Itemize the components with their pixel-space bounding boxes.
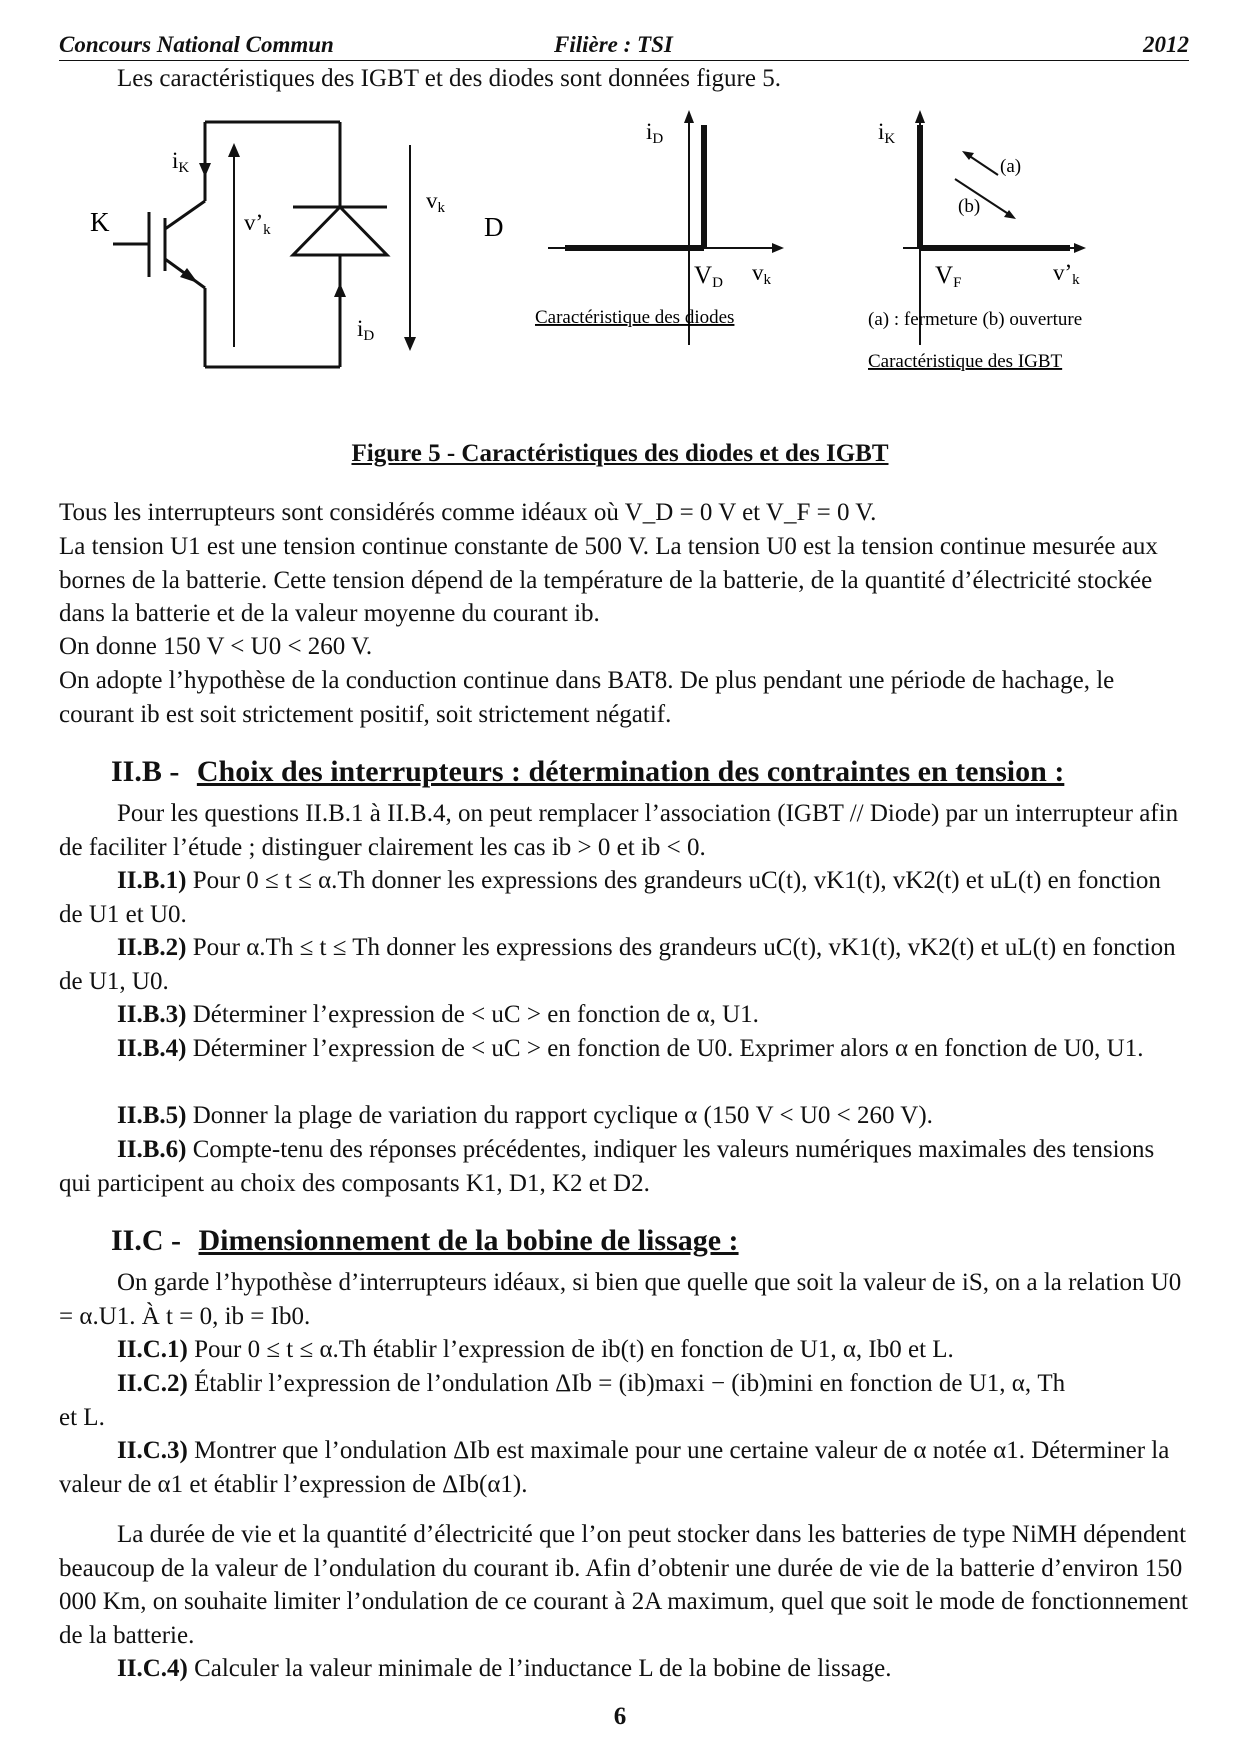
igbt-y-label: iK (878, 119, 896, 147)
igbt-a-label: (a) (1000, 156, 1022, 177)
question-b5-label: II.B.5) (117, 1102, 187, 1129)
circuit-vk-prime-label: v’k (244, 210, 271, 238)
paragraph-3: On donne 150 V < U0 < 260 V. (59, 633, 373, 660)
question-c4-label: II.C.4) (117, 1655, 188, 1682)
header-left: Concours National Commun (59, 32, 334, 57)
section-b-title: Choix des interrupteurs : détermination des contraintes en tension : (196, 755, 1065, 788)
question-b2 (59, 931, 1189, 998)
question-c1-text: Pour 0 ≤ t ≤ α.Th établir l’expression de ib(t) en fonction de U1, α, Ib0 et L. (194, 1336, 954, 1363)
question-b5-text: Donner la plage de variation du rapport cyclique α (150 V < U0 < 260 V). (192, 1102, 933, 1129)
question-b6 (59, 1133, 1189, 1200)
question-c1-label: II.C.1) (117, 1336, 188, 1363)
igbt-vf-label: VF (935, 262, 962, 291)
question-c3-label: II.C.3) (117, 1437, 188, 1464)
figure-caption: Figure 5 - Caractéristiques des diodes et des IGBT (351, 440, 889, 467)
section-b-number: II.B - (111, 755, 180, 788)
page-number: 6 (613, 1703, 627, 1730)
diode-x-label: vk (752, 260, 771, 288)
circuit-vk-label: vk (426, 188, 445, 216)
question-b1-label: II.B.1) (117, 867, 187, 894)
question-b2-label: II.B.2) (117, 934, 187, 961)
figure-5 (0, 105, 1240, 395)
diode-vd-label: VD (694, 262, 723, 291)
header-center: Filière : TSI (554, 32, 673, 57)
page-header (59, 30, 1189, 61)
question-b4-label: II.B.4) (117, 1035, 187, 1062)
section-c-intro: On garde l’hypothèse d’interrupteurs idéaux, si bien que quelle que soit la valeur de iS, on a la relation U0 = α.U1. À t = 0, ib = Ib0. (59, 1269, 1182, 1330)
question-b6-label: II.B.6) (117, 1136, 187, 1163)
question-c2-text: Établir l’expression de l’ondulation ΔIb = (ib)maxi − (ib)mini en fonction de U1, α, Th et L. (59, 1370, 1066, 1431)
igbt-legend: (a) : fermeture (b) ouverture (868, 309, 1083, 330)
question-c4 (59, 1652, 1189, 1686)
paragraph-2: La tension U1 est une tension continue constante de 500 V. La tension U0 est la tension continue mesurée aux bornes de la batterie. Cette tension dépend de la température de la batterie, de la quantité d’électricité stockée dans la batterie et de la valeur moyenne du courant ib. (59, 533, 1158, 627)
question-c1 (59, 1333, 1189, 1367)
question-b1 (59, 864, 1189, 931)
section-c-heading (111, 1224, 739, 1258)
section-c-number: II.C - (111, 1224, 182, 1257)
question-b1-text: Pour 0 ≤ t ≤ α.Th donner les expressions des grandeurs uC(t), vK1(t), vK2(t) et uL(t) en fonction de U1 et U0. (59, 867, 1161, 928)
section-b-heading (111, 755, 1064, 789)
intro-text: Les caractéristiques des IGBT et des diodes sont données figure 5. (117, 65, 781, 92)
paragraph-1: Tous les interrupteurs sont considérés comme idéaux où V_D = 0 V et V_F = 0 V. (59, 499, 877, 526)
question-b2-text: Pour α.Th ≤ t ≤ Th donner les expressions des grandeurs uC(t), vK1(t), vK2(t) et uL(t) en fonction de U1, U0. (59, 934, 1176, 995)
question-b3-text: Déterminer l’expression de < uC > en fonction de α, U1. (192, 1001, 759, 1028)
question-b4 (59, 1032, 1159, 1066)
circuit-ik-label: iK (172, 148, 190, 176)
question-c2 (59, 1367, 1089, 1434)
question-b6-text: Compte-tenu des réponses précédentes, indiquer les valeurs numériques maximales des tensions qui participent au choix des composants K1, D1, K2 et D2. (59, 1136, 1155, 1197)
diode-characteristic (535, 110, 784, 345)
igbt-caption: Caractéristique des IGBT (868, 351, 1063, 372)
circuit-k-label: K (90, 207, 110, 237)
question-b4-text: Déterminer l’expression de < uC > en fonction de U0. Exprimer alors α en fonction de U0, U1. (192, 1035, 1144, 1062)
igbt-b-label: (b) (958, 196, 981, 217)
diode-y-label: iD (646, 119, 664, 147)
section-c-paragraph: La durée de vie et la quantité d’électricité que l’on peut stocker dans les batteries de type NiMH dépendent beaucoup de la valeur de l’ondulation du courant ib. Afin d’obtenir une durée de vie de la batterie d’environ 150 000 Km, on souhaite limiter l’ondulation de ce courant à 2A maximum, quel que soit le mode de fonctionnement de la batterie. (59, 1521, 1188, 1649)
section-b-intro: Pour les questions II.B.1 à II.B.4, on peut remplacer l’association (IGBT // Diode) par un interrupteur afin de faciliter l’étude ; distinguer clairement les cas ib > 0 et ib < 0. (59, 800, 1179, 861)
question-c3 (59, 1434, 1189, 1501)
question-b3 (59, 998, 1189, 1032)
igbt-x-label: v’k (1053, 260, 1080, 288)
question-c3-text: Montrer que l’ondulation ΔIb est maximale pour une certaine valeur de α notée α1. Déterminer la valeur de α1 et établir l’expression de ΔIb(α1). (59, 1437, 1170, 1498)
circuit-id-label: iD (357, 316, 375, 344)
diode-caption: Caractéristique des diodes (535, 307, 735, 328)
section-c-title: Dimensionnement de la bobine de lissage : (198, 1224, 739, 1257)
intro-line (117, 62, 781, 96)
question-c4-text: Calculer la valeur minimale de l’inductance L de la bobine de lissage. (194, 1655, 892, 1682)
circuit-d-label: D (484, 212, 504, 242)
igbt-characteristic (868, 110, 1086, 372)
header-right: 2012 (1143, 32, 1189, 57)
question-b5 (59, 1099, 1189, 1133)
paragraph-4: On adopte l’hypothèse de la conduction continue dans BAT8. De plus pendant une période de hachage, le courant ib est soit strictement positif, soit strictement négatif. (59, 667, 1115, 728)
question-c2-label: II.C.2) (117, 1370, 188, 1397)
question-b3-label: II.B.3) (117, 1001, 187, 1028)
